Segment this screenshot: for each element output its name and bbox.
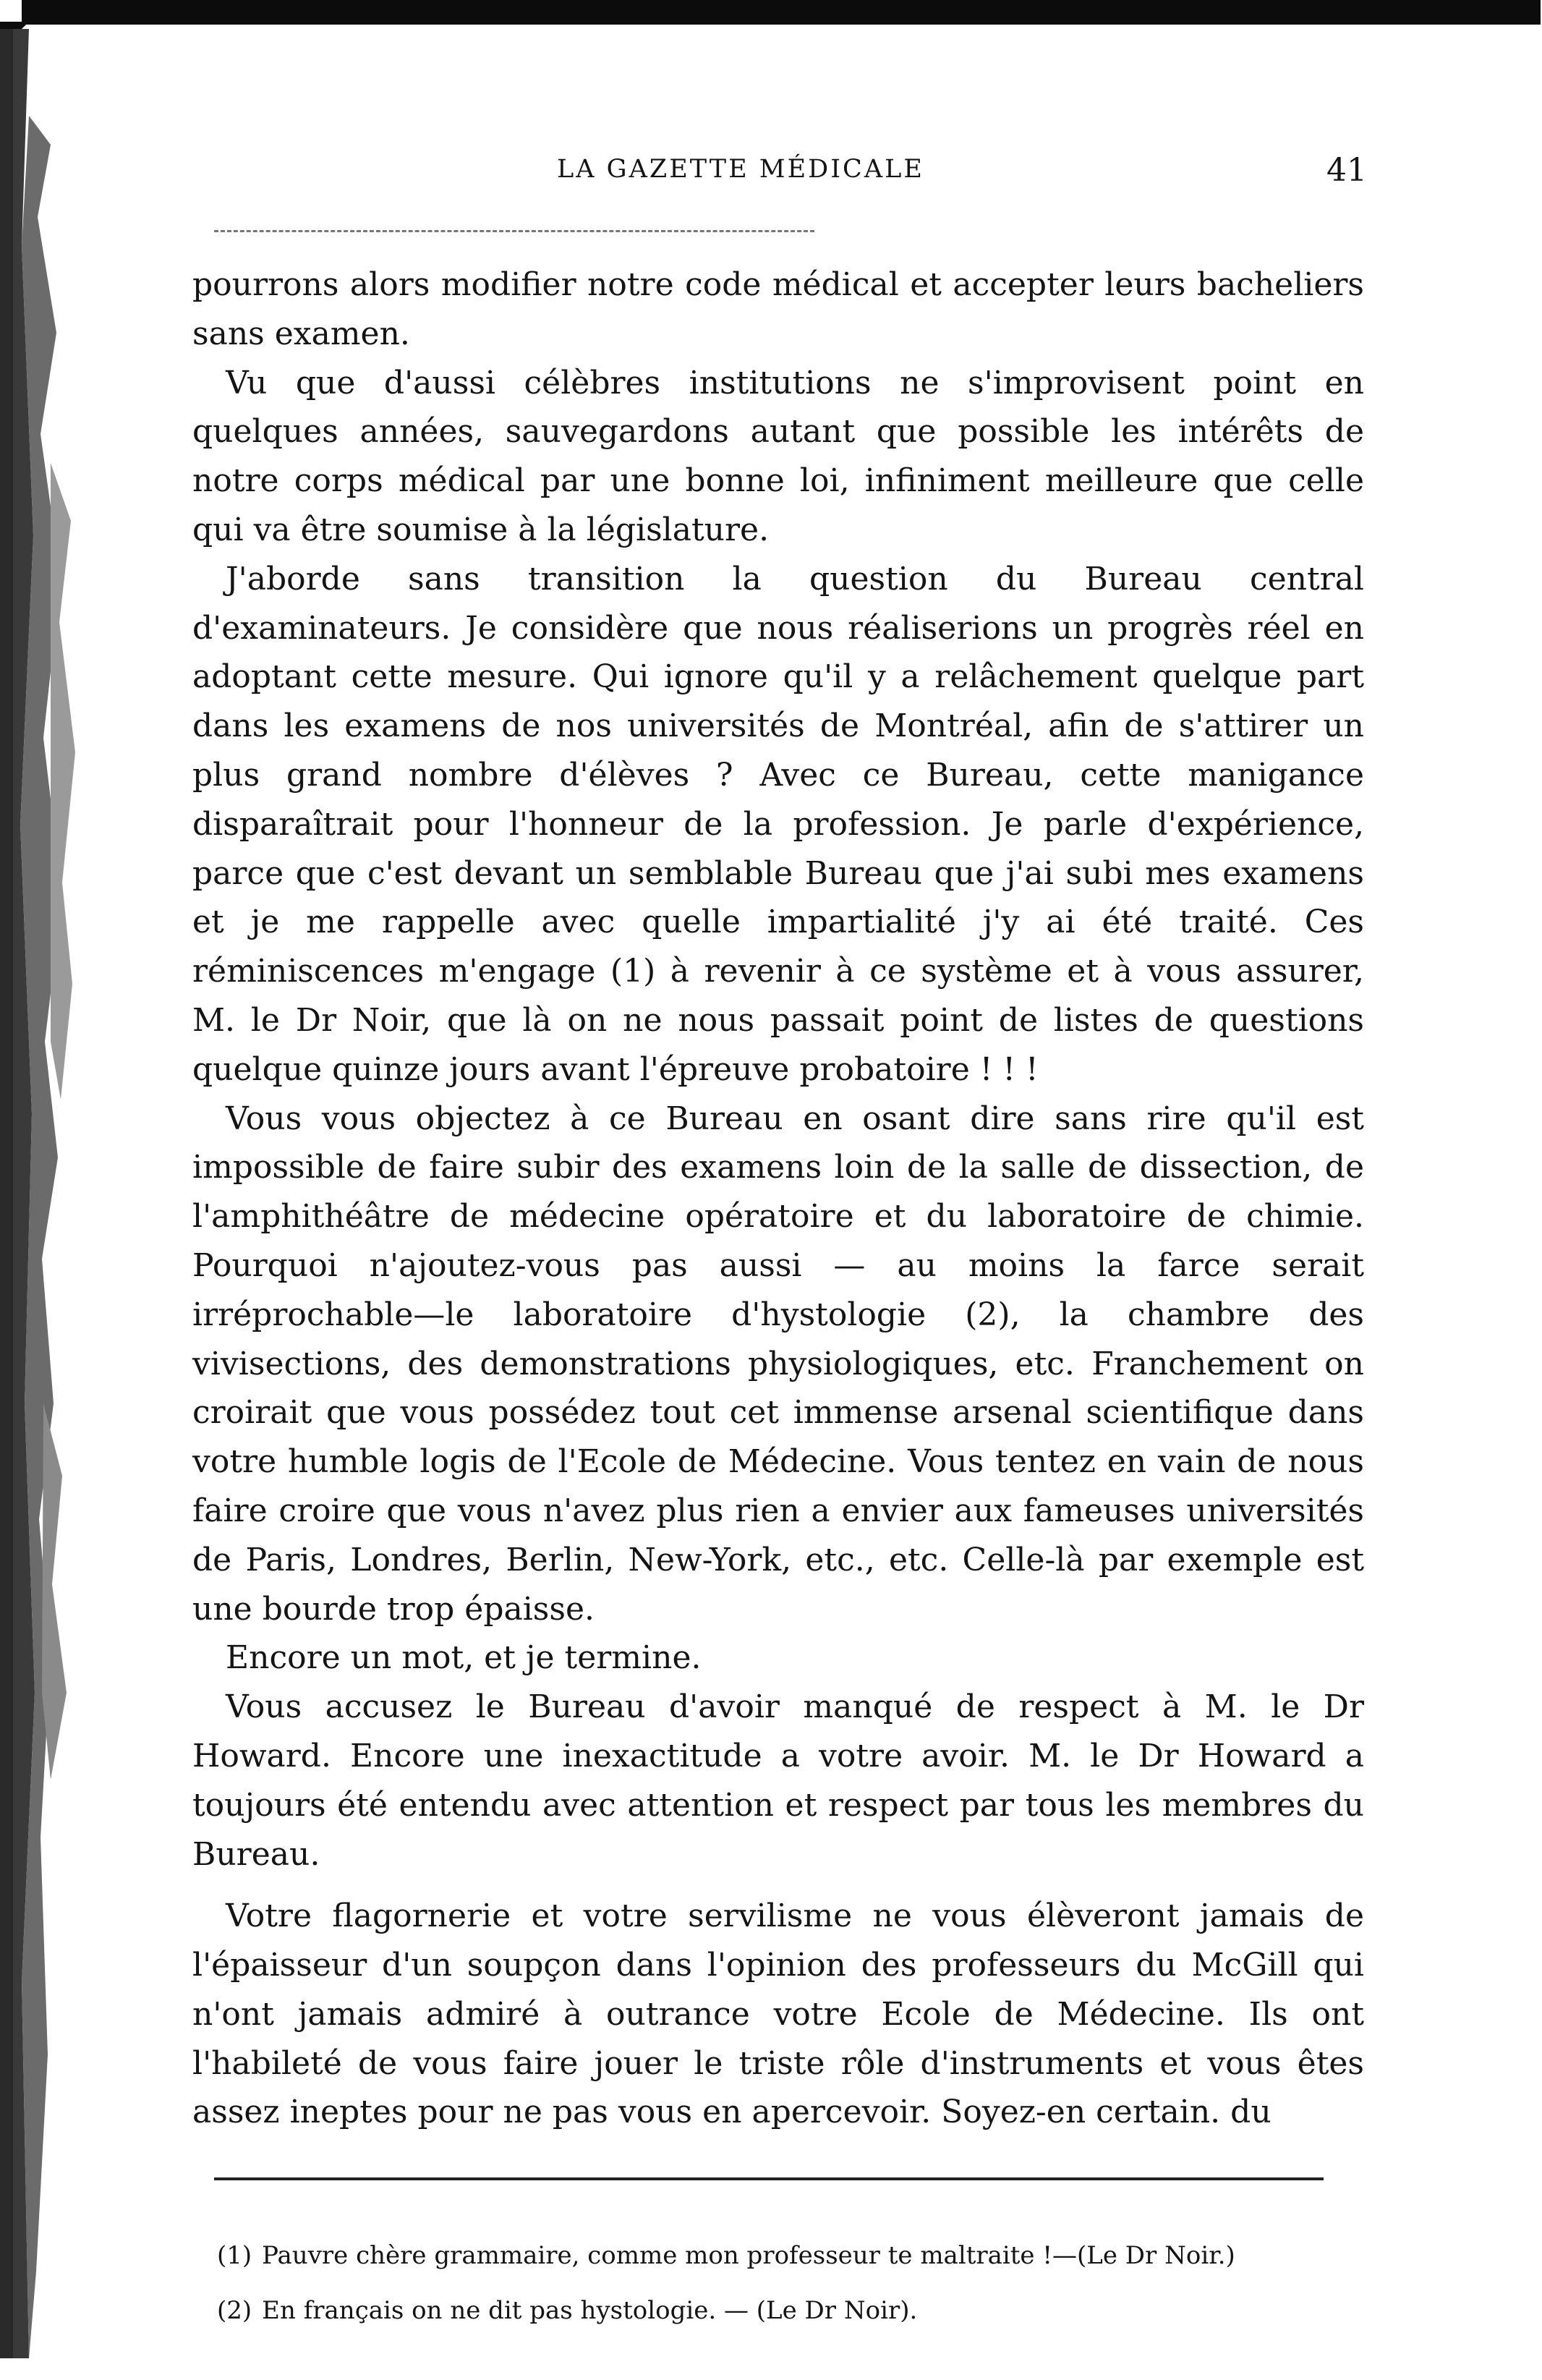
paragraph-encore: Encore un mot, et je termine. xyxy=(226,1639,702,1677)
article-body xyxy=(192,260,1364,2137)
paragraph-institutions: Vu que d'aussi célèbres institutions ne s'improvisent point en quelques années, sauvegardons autant que possible les intérêts de notre corps médical par une bonne loi, infiniment meilleure que celle qui va être soumise à la législature. xyxy=(192,364,1364,548)
paragraph-bureau-central: J'aborde sans transition la question du Bureau central d'examinateurs. Je considère que nous réaliserions un progrès réel en adoptant cette mesure. Qui ignore qu'il y a relâchement quelque part dans les examens de nos universités de Montréal, afin de s'attirer un plus grand nombre d'élèves ? Avec ce Bureau, cette manigance disparaîtrait pour l'honneur de la profession. Je parle d'expérience, parce que c'est devant un semblable Bureau que j'ai subi mes examens et je me rappelle avec quelle impartialité j'y ai été traité. Ces réminiscences m'engage (1) à revenir à ce système et à vous assurer, M. le Dr Noir, que là on ne nous passait point de listes de questions quelque quinze jours avant l'épreuve probatoire ! ! ! xyxy=(192,560,1364,1088)
footnote-text: En français on ne dit pas hystologie. — (Le Dr Noir). xyxy=(262,2296,918,2325)
footnote-text: Pauvre chère grammaire, comme mon professeur te maltraite !—(Le Dr Noir.) xyxy=(262,2241,1235,2270)
paragraph-dr-howard: Vous accusez le Bureau d'avoir manqué de respect à M. le Dr Howard. Encore une inexactitude a votre avoir. M. le Dr Howard a toujours été entendu avec attention et respect par tous les membres du Bureau. xyxy=(192,1688,1364,1873)
page-header xyxy=(195,152,1367,198)
footnote-marker: (2) xyxy=(217,2296,252,2325)
footnote-2 xyxy=(217,2283,1345,2338)
footnote-marker: (1) xyxy=(217,2241,252,2270)
paragraph-objections: Vous vous objectez à ce Bureau en osant dire sans rire qu'il est impossible de faire subir des examens loin de la salle de dissection, de l'amphithéâtre de médecine opératoire et du laboratoire de chimie. Pourquoi n'ajoutez-vous pas aussi — au moins la farce serait irréprochable—le laboratoire d'hystologie (2), la chambre des vivisections, des demonstrations physiologiques, etc. Franchement on croirait que vous possédez tout cet immense arsenal scientifique dans votre humble logis de l'Ecole de Médecine. Vous tentez en vain de nous faire croire que vous n'avez plus rien a envier aux fameuses universités de Paris, Londres, Berlin, New-York, etc., etc. Celle-là par exemple est une bourde trop épaisse. xyxy=(192,1100,1364,1628)
paragraph-continuation: pourrons alors modifier notre code médical et accepter leurs bacheliers sans examen. xyxy=(192,266,1364,352)
page-number: 41 xyxy=(1326,152,1367,189)
scan-top-border xyxy=(22,0,1541,25)
header-divider xyxy=(214,230,814,232)
page-binding-edge xyxy=(0,29,87,2358)
binding-shadow-graphic xyxy=(0,29,87,2358)
footnote-divider xyxy=(214,2177,1324,2180)
running-title: LA GAZETTE MÉDICALE xyxy=(557,155,924,184)
footnote-1 xyxy=(217,2228,1345,2283)
footnotes xyxy=(217,2228,1345,2338)
paragraph-flagornerie: Votre flagornerie et votre servilisme ne vous élèveront jamais de l'épaisseur d'un soupçon dans l'opinion des professeurs du McGill qui n'ont jamais admiré à outrance votre Ecole de Médecine. Ils ont l'habileté de vous faire jouer le triste rôle d'instruments et vous êtes assez ineptes pour ne pas vous en apercevoir. Soyez-en certain. du xyxy=(192,1897,1364,2131)
